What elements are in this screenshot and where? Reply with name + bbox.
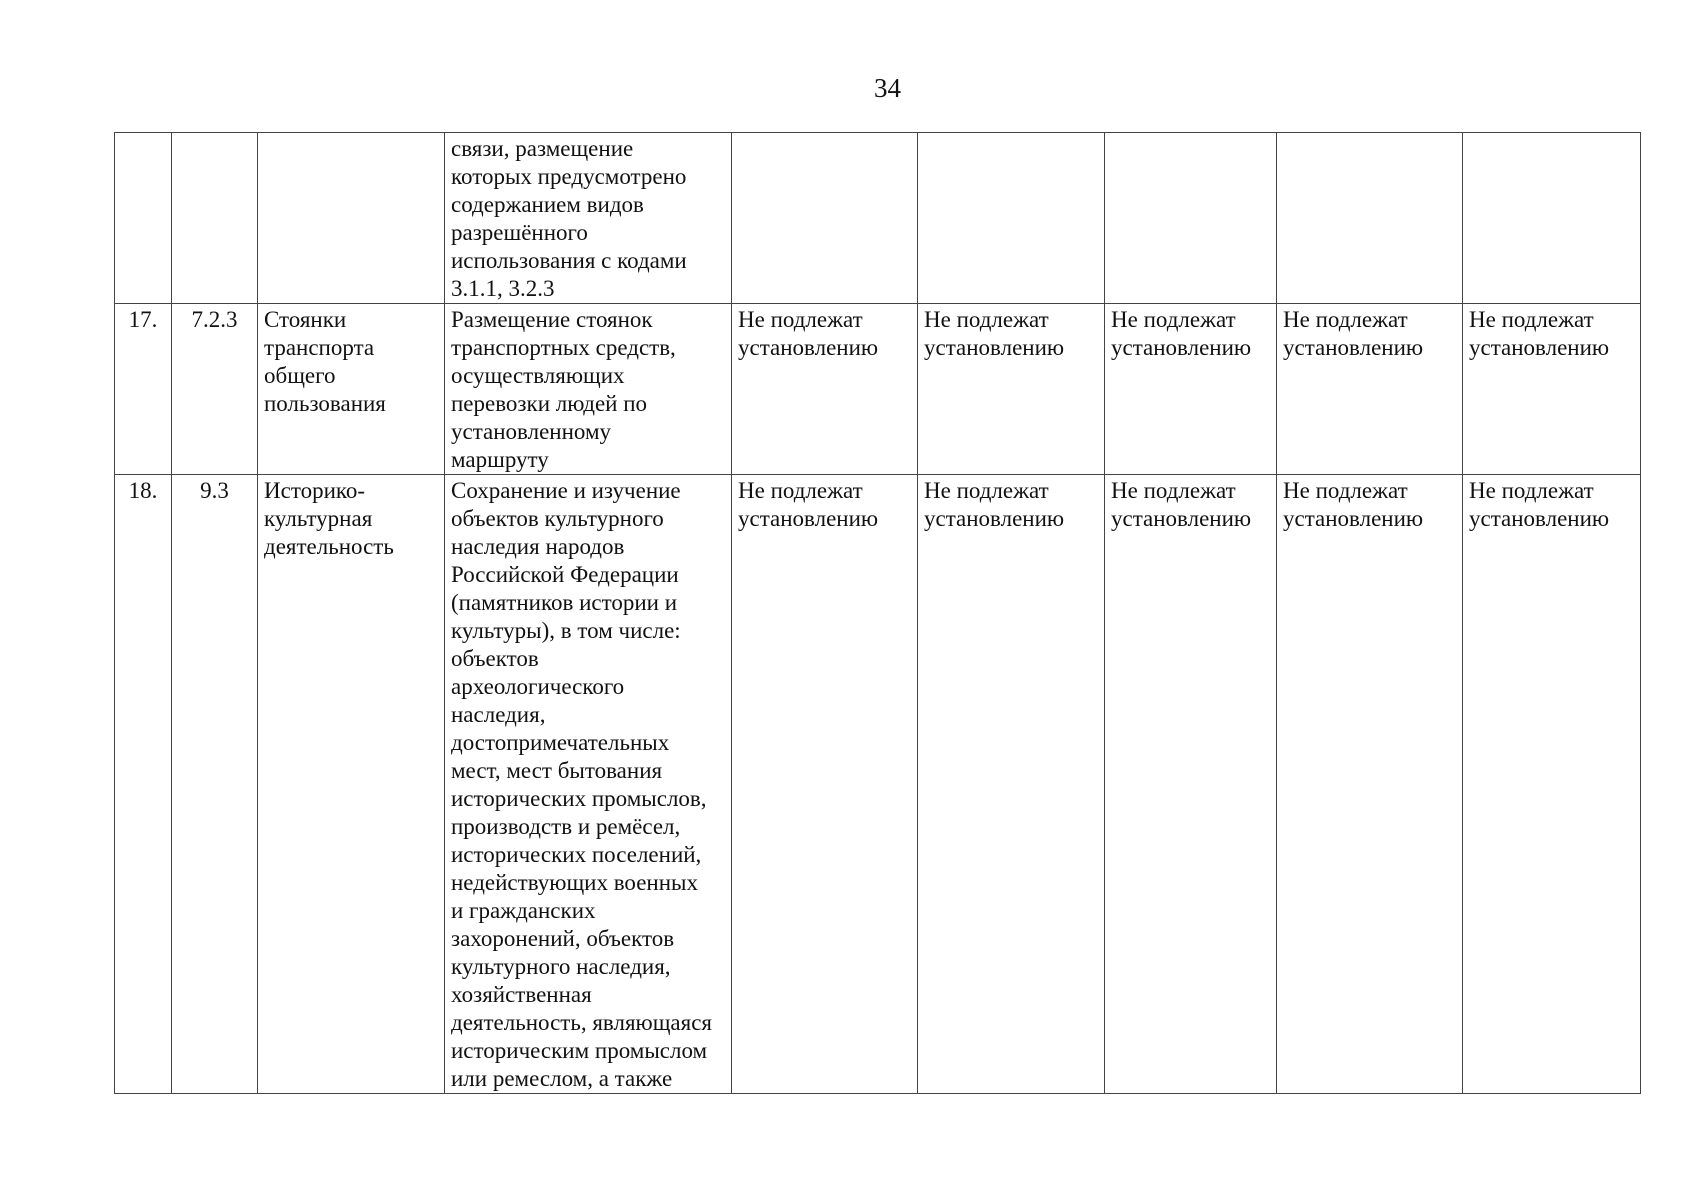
parameter-cell-4 (1277, 133, 1463, 304)
description-cell: связи, размещение которых предусмотрено содержанием видов разрешённого использования с кодами 3.1.1, 3.2.3 (445, 133, 732, 304)
description-cell: Сохранение и изучение объектов культурного наследия народов Российской Федерации (памятников истории и культуры), в том числе: объектов археологического наследия, достопримечательных мест, мест бытования исторических промыслов, производств и ремёсел, исторических поселений, недействующих военных и гражданских захоронений, объектов культурного наследия, хозяйственная деятельность, являющаяся историческим промыслом или ремеслом, а также (445, 475, 732, 1094)
use-name-cell (258, 133, 445, 304)
row-number-cell: 17. (115, 304, 172, 475)
parameter-cell-2 (918, 133, 1105, 304)
code-cell: 9.3 (172, 475, 258, 1094)
parameter-cell-3 (1105, 133, 1277, 304)
parameter-cell-1 (732, 133, 918, 304)
parameter-cell-4: Не подлежат установлению (1277, 304, 1463, 475)
parameter-cell-2: Не подлежат установлению (918, 304, 1105, 475)
table-row (115, 475, 1641, 1094)
regulations-table (114, 132, 1641, 1094)
parameter-cell-1: Не подлежат установлению (732, 304, 918, 475)
table-row (115, 133, 1641, 304)
table-row (115, 304, 1641, 475)
description-cell: Размещение стоянок транспортных средств, осуществляющих перевозки людей по установленному маршруту (445, 304, 732, 475)
row-number-cell (115, 133, 172, 304)
code-cell (172, 133, 258, 304)
parameter-cell-1: Не подлежат установлению (732, 475, 918, 1094)
parameter-cell-2: Не подлежат установлению (918, 475, 1105, 1094)
page-number: 34 (874, 73, 901, 103)
use-name-cell: Стоянки транспорта общего пользования (258, 304, 445, 475)
parameter-cell-3: Не подлежат установлению (1105, 304, 1277, 475)
row-number-cell: 18. (115, 475, 172, 1094)
parameter-cell-5: Не подлежат установлению (1463, 475, 1641, 1094)
parameter-cell-4: Не подлежат установлению (1277, 475, 1463, 1094)
parameter-cell-3: Не подлежат установлению (1105, 475, 1277, 1094)
use-name-cell: Историко- культурная деятельность (258, 475, 445, 1094)
code-cell: 7.2.3 (172, 304, 258, 475)
parameter-cell-5 (1463, 133, 1641, 304)
parameter-cell-5: Не подлежат установлению (1463, 304, 1641, 475)
